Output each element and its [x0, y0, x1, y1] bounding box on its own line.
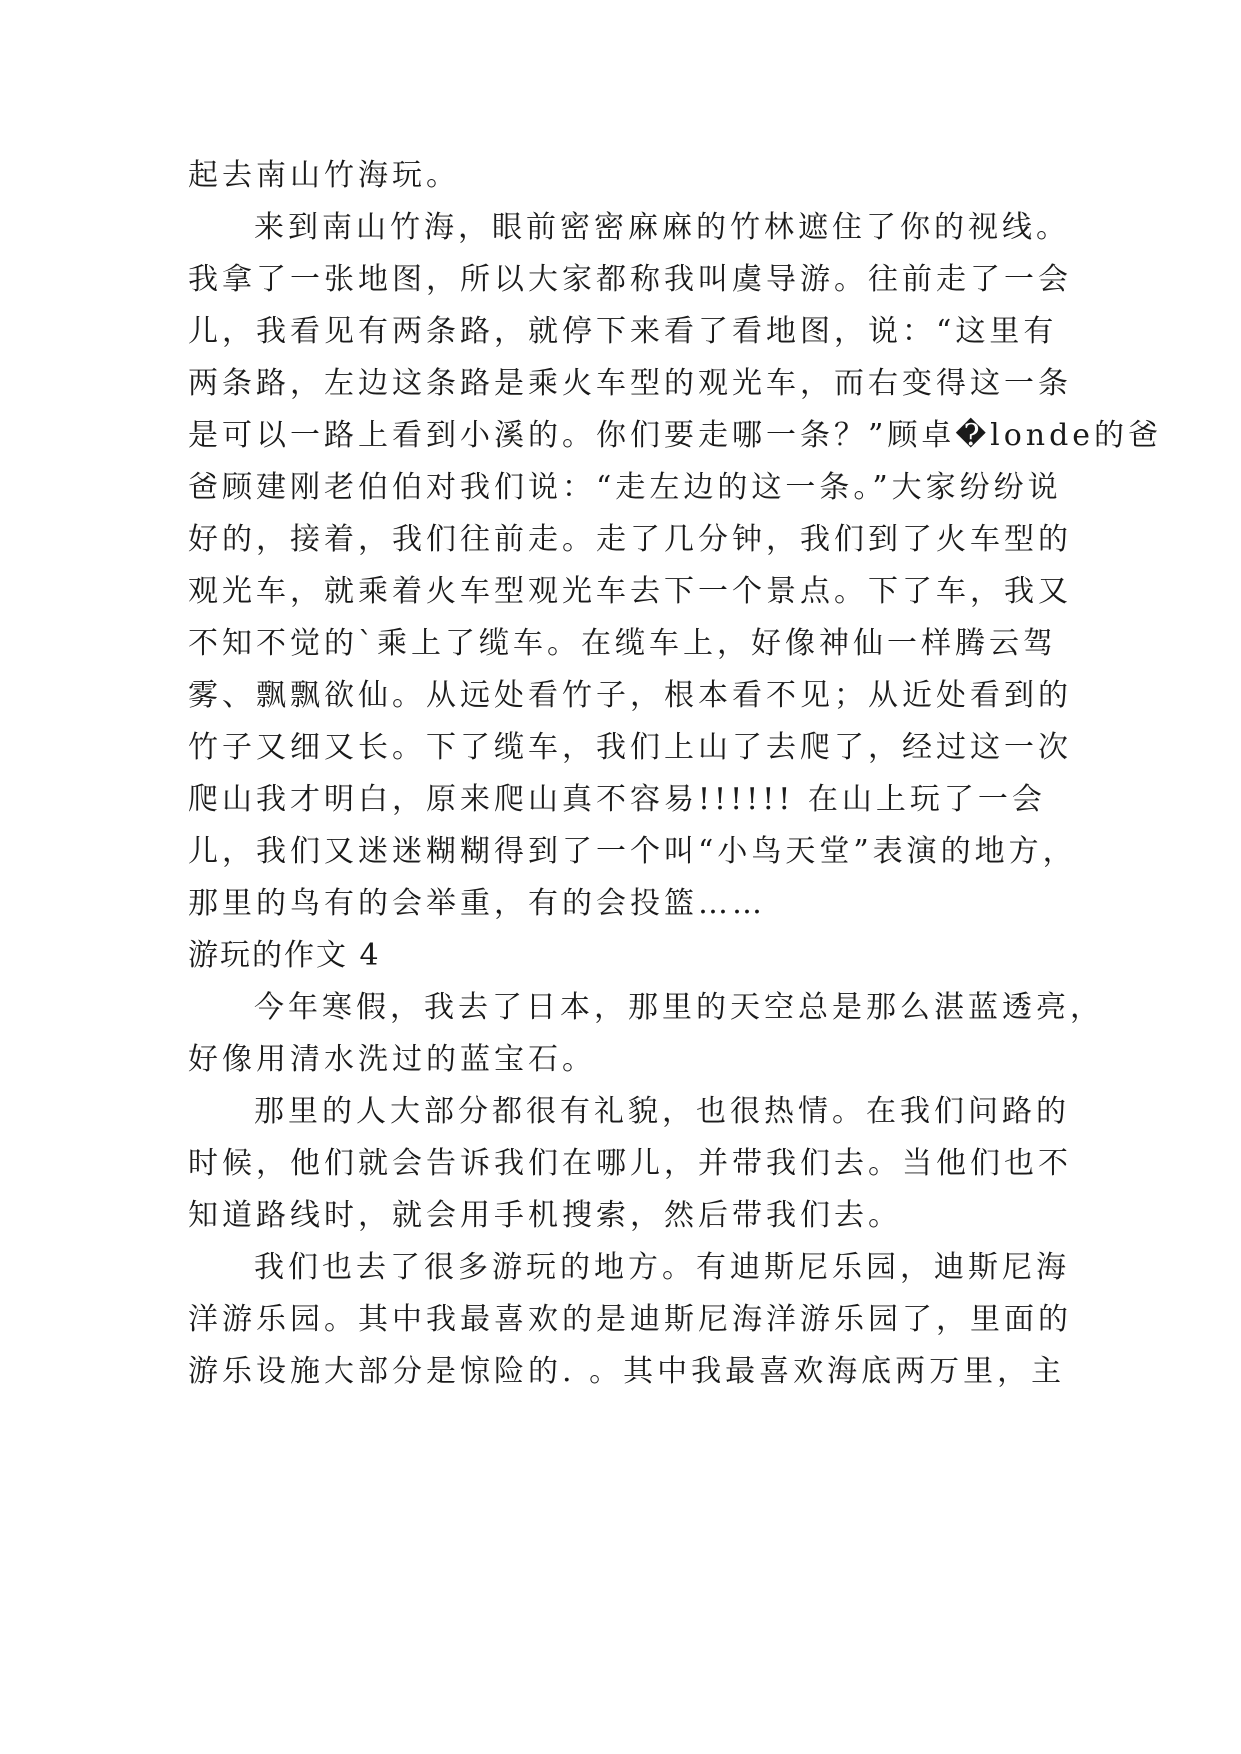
text-line: 那里的鸟有的会举重，有的会投篮……	[188, 886, 766, 921]
paragraph-first-line: 我们也去了很多游玩的地方。有迪斯尼乐园，迪斯尼海	[254, 1250, 1070, 1285]
paragraph-first-line: 今年寒假，我去了日本，那里的天空总是那么湛蓝透亮，	[254, 990, 1104, 1025]
text-line: 洋游乐园。其中我最喜欢的是迪斯尼海洋游乐园了，里面的	[188, 1302, 1072, 1337]
paragraph-first-line: 那里的人大部分都很有礼貌，也很热情。在我们问路的	[254, 1094, 1070, 1129]
text-line: 竹子又细又长。下了缆车，我们上山了去爬了，经过这一次	[188, 730, 1072, 765]
section-heading: 游玩的作文 4	[188, 938, 381, 973]
text-line: 两条路，左边这条路是乘火车型的观光车，而右变得这一条	[188, 366, 1072, 401]
text-line: 好像用清水洗过的蓝宝石。	[188, 1042, 596, 1077]
text-line: 时候，他们就会告诉我们在哪儿，并带我们去。当他们也不	[188, 1146, 1072, 1181]
text-line: 知道路线时，就会用手机搜索，然后带我们去。	[188, 1198, 902, 1233]
paragraph-first-line: 来到南山竹海，眼前密密麻麻的竹林遮住了你的视线。	[254, 210, 1070, 245]
text-line: 爬山我才明白，原来爬山真不容易!!!!!! 在山上玩了一会	[188, 782, 1046, 817]
text-line: 儿，我看见有两条路，就停下来看了看地图，说：“这里有	[188, 314, 1058, 349]
text-line: 爸顾建刚老伯伯对我们说：“走左边的这一条。”大家纷纷说	[188, 470, 1062, 505]
text-line: 雾、飘飘欲仙。从远处看竹子，根本看不见；从近处看到的	[188, 678, 1072, 713]
text-line: 我拿了一张地图，所以大家都称我叫虞导游。往前走了一会	[188, 262, 1072, 297]
text-line: 儿，我们又迷迷糊糊得到了一个叫“小鸟天堂”表演的地方，	[188, 834, 1077, 869]
text-line: 起去南山竹海玩。	[188, 158, 460, 193]
text-line: 是可以一路上看到小溪的。你们要走哪一条？”顾卓�londe的爸	[188, 418, 1163, 453]
text-line: 观光车，就乘着火车型观光车去下一个景点。下了车，我又	[188, 574, 1072, 609]
text-line: 不知不觉的`乘上了缆车。在缆车上，好像神仙一样腾云驾	[188, 626, 1057, 661]
text-line: 游乐设施大部分是惊险的. 。其中我最喜欢海底两万里，主	[188, 1354, 1066, 1389]
text-line: 好的，接着，我们往前走。走了几分钟，我们到了火车型的	[188, 522, 1072, 557]
